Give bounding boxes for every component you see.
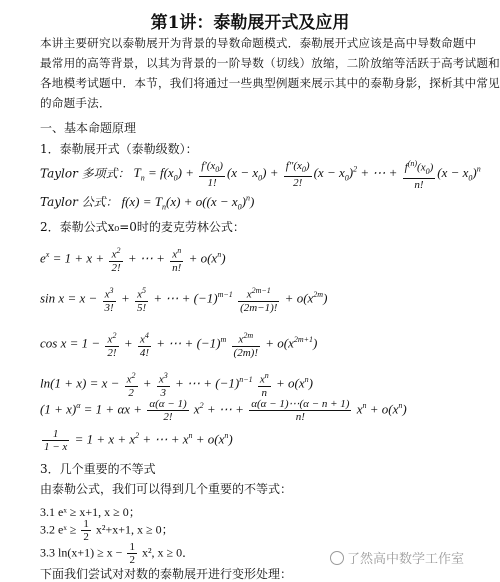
closing-line: 下面我们尝试对对数的泰勒展开进行变形处理： [40,567,293,581]
inequality-3-1: 3.1 eˣ ≥ x+1, x ≥ 0； [40,505,141,519]
taylor-polynomial-formula: $T_n = f(x_0)$ + $\frac{f'(x_0)}{1!}$ $(x - x_0)$ + $\frac{f''(x_0)}{2!}$ $(x - x_0)^2$ + ⋯ + $\frac{f^{(n)}(x_0)}{n!}$ $(x - x_0)^n$ [133,159,481,191]
formula-cos: cos x = 1 − $\frac{x^2}{2!}$ + $\frac{x^4}{4!}$ + ⋯ + $(-1)^m$ $\frac{x^{2m}}{(2m)!}$ + $o(x^{2m+1})$ [40,331,318,359]
formula-ln: ln(1 + x) = x − $\frac{x^2}{2}$ + $\frac{x^3}{3}$ + ⋯ + $(-1)^{n-1}$ $\frac{x^n}{n}$ + $o(x^n)$ [40,371,313,399]
formula-exp: $e^x = 1 + x$ + $\frac{x^2}{2!}$ + ⋯ + $\frac{x^n}{n!}$ + $o(x^n)$ [40,246,226,274]
formula-sin: sin x = x − $\frac{x^3}{3!}$ + $\frac{x^5}{5!}$ + ⋯ + $(-1)^{m-1}$ $\frac{x^{2m-1}}{(2m-1)!}$ + $o(x^{2m})$ [40,286,328,314]
intro-line-1: 本讲主要研究以泰勒展开为背景的导数命题模式．泰勒展开式应该是高中导数命题中 [40,36,477,50]
formula-geometric: $\frac{1}{1 - x}$ = $1 + x + x^2$ + ⋯ + $x^n + o(x^n)$ [44,428,233,453]
item-heading-1: 1．泰勒展开式（泰勒级数）： [40,142,198,156]
section-heading-1: 一、基本命题原理 [40,121,137,135]
watermark: 了然高中数学工作室 [330,548,464,567]
intro-line-3: 各地模考试题中．本节，我们将通过一些典型例题来展示其中的泰勒身影，探析其中常见 [40,76,500,90]
watermark-icon [330,551,344,565]
item-heading-2: 2．泰勒公式x₀=0时的麦克劳林公式： [40,220,245,234]
taylor-polynomial-label: Taylor 多项式： [40,166,130,181]
taylor-formula: $f(x) = T_n(x) + o((x - x_0)^n)$ [121,193,255,212]
page-title: 第1讲：泰勒展开式及应用 [150,13,350,33]
taylor-formula-label: Taylor 公式： [40,195,118,209]
taylor-formula-row [40,193,254,212]
inequality-3-2: 3.2 eˣ ≥ $\frac{1}{2}$ x²+x+1, x ≥ 0； [40,518,174,543]
taylor-polynomial-row [40,158,481,191]
section-heading-3: 3．几个重要的不等式 [40,462,156,476]
inequality-3-3: 3.3 ln(x+1) ≥ x − $\frac{1}{2}$ x², x ≥ 0． [40,541,195,566]
section-3-description: 由泰勒公式，我们可以得到几个重要的不等式： [40,482,293,496]
formula-binomial: $(1 + x)^\alpha = 1 + \alpha x$ + $\frac{\alpha(\alpha - 1)}{2!}$ $x^2$ + ⋯ + $\frac{\alpha(\alpha - 1)\cdots(\alpha - n + 1)}{n!}$ $x^n + o(x^n)$ [40,398,407,423]
intro-line-4: 的命题手法． [40,96,111,110]
intro-line-2: 最常用的高等背景，以其为背景的一阶导数（切线）放缩，二阶放缩等活跃于高考试题和 [40,56,500,70]
